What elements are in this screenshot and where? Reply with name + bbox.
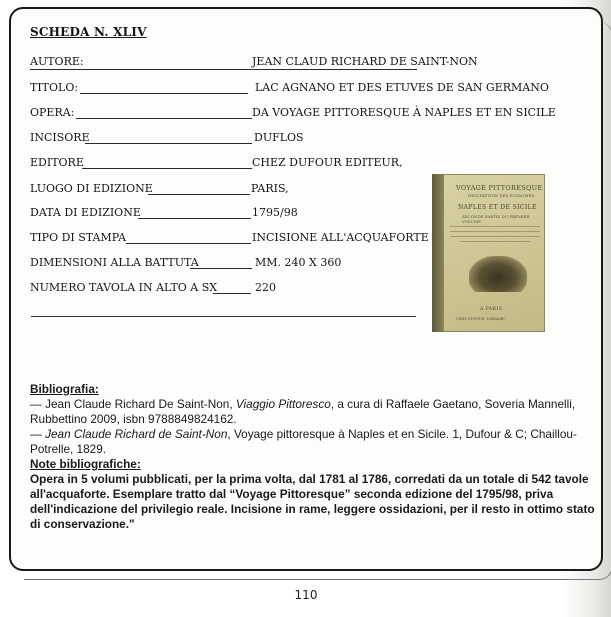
field-label: TIPO DI STAMPA	[30, 231, 127, 244]
field-leader-line	[190, 268, 252, 269]
top-rule-right	[252, 69, 417, 70]
field-value: MM. 240 X 360	[255, 256, 342, 269]
entry-text: , a cura di Raffaele Gaetano, Soveria Mannelli, Rubbettino 2009, isbn 9788849824162.	[30, 397, 576, 426]
top-rule-left	[30, 69, 252, 70]
field-leader-line	[80, 93, 248, 94]
scheda-title: SCHEDA N. XLIV	[30, 25, 147, 39]
field-value: JEAN CLAUD RICHARD DE SAINT-NON	[252, 55, 478, 68]
field-label: LUOGO DI EDIZIONE	[30, 182, 153, 195]
section-separator	[31, 316, 416, 317]
bibliography-entry	[30, 427, 596, 457]
page-number: 110	[294, 588, 318, 602]
entry-title: Viaggio Pittoresco	[235, 397, 331, 411]
field-leader-line	[213, 293, 251, 294]
bibliography-heading: Bibliografia:	[30, 382, 99, 396]
field-leader-line	[85, 143, 252, 144]
frontispiece-vignette	[469, 256, 527, 292]
field-leader-line	[82, 168, 252, 169]
frontispiece-line: NAPLES ET DE SICILE	[458, 204, 537, 211]
frontispiece-line: CHEZ DUFOUR, LIBRAIRE	[456, 317, 505, 321]
entry-text: —	[30, 427, 46, 441]
frontispiece-text-line	[460, 241, 530, 242]
frontispiece-text-line	[450, 231, 540, 232]
field-label: DATA DI EDIZIONE	[30, 206, 141, 219]
field-label: TITOLO:	[30, 81, 79, 94]
notes-text: Opera in 5 volumi pubblicati, per la prima volta, dal 1781 al 1786, corredati da un totale di 542 tavole all'acquaforte. Esemplare tratto dal “Voyage Pittoresque” seconda edizione del 1795/98, priva dell'indicazione del privilegio reale. Incisione in rame, leggere ossidazioni, per il resto in ottimo stato di conservazione."	[30, 472, 595, 531]
field-value: DA VOYAGE PITTORESQUE À NAPLES ET EN SICILE	[252, 106, 556, 119]
field-label: EDITORE	[30, 156, 84, 169]
field-label: INCISORE	[30, 131, 90, 144]
field-value: DUFLOS	[254, 131, 304, 144]
book-binding	[432, 174, 444, 332]
bibliography-section	[30, 382, 596, 532]
field-value: CHEZ DUFOUR EDITEUR,	[252, 156, 403, 169]
field-leader-line	[76, 118, 252, 119]
field-label: DIMENSIONI ALLA BATTUTA	[30, 256, 199, 269]
frontispiece-text-line	[450, 226, 540, 227]
entry-text: — Jean Claude Richard De Saint-Non,	[30, 397, 236, 411]
frontispiece-image	[432, 174, 545, 332]
frontispiece-line: VOYAGE PITTORESQUE	[456, 184, 543, 192]
field-value: INCISIONE ALL'ACQUAFORTE	[252, 231, 429, 244]
field-value: 1795/98	[252, 206, 298, 219]
field-label: OPERA:	[30, 106, 75, 119]
frontispiece-line: A PARIS	[480, 307, 503, 312]
frontispiece-line: DESCRIPTION DES ROYAUMES	[468, 193, 535, 198]
frontispiece-text-line	[450, 236, 540, 237]
entry-text: , Voyage pittoresque à Naples et en Sicile. 1, Dufour & C; Chaillou-Potrelle, 1829.	[30, 427, 577, 456]
field-value: 220	[255, 281, 276, 294]
field-leader-line	[126, 243, 251, 244]
field-label: AUTORE:	[30, 55, 84, 68]
notes-heading: Note bibliografiche:	[30, 457, 141, 471]
field-value: PARIS,	[251, 182, 289, 195]
entry-author: Jean Claude Richard de Saint-Non	[45, 427, 228, 441]
field-label: NUMERO TAVOLA IN ALTO A SX	[30, 281, 218, 294]
bibliography-entry	[30, 397, 596, 427]
field-leader-line	[138, 218, 251, 219]
frontispiece-line: SECONDE PARTIE DU PREMIER VOLUME	[462, 214, 530, 224]
field-value: LAC AGNANO ET DES ETUVES DE SAN GERMANO	[255, 81, 549, 94]
field-leader-line	[148, 194, 250, 195]
catalog-card	[9, 7, 603, 602]
